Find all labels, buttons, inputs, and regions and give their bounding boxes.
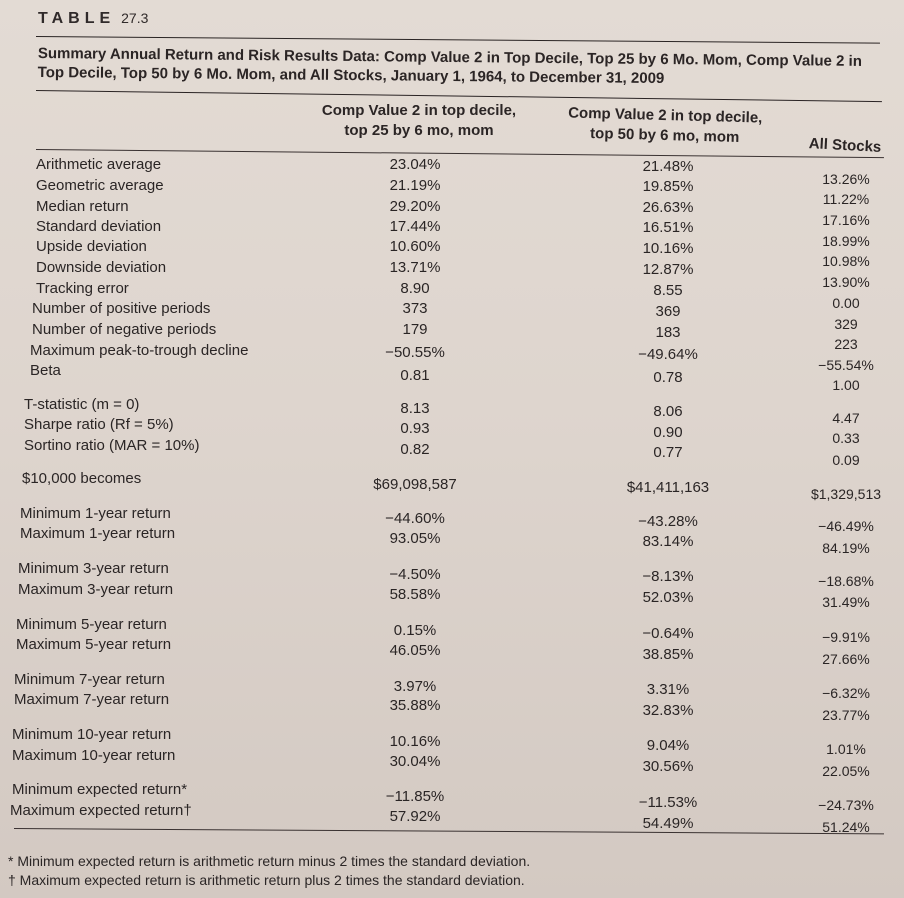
row-value-col-1: 0.81 <box>400 367 430 384</box>
row-value-col-2: 32.83% <box>642 702 694 719</box>
row-value-col-2: 369 <box>655 303 681 320</box>
row-value-col-1: 30.04% <box>389 753 441 770</box>
row-label: Upside deviation <box>36 238 147 255</box>
row-label: Standard deviation <box>36 218 162 235</box>
row-label: Maximum 1-year return <box>20 525 176 542</box>
row-label: $10,000 becomes <box>22 470 142 487</box>
row-value-col-1: 10.16% <box>389 733 441 750</box>
table-title <box>38 44 888 90</box>
row-value-col-2: 9.04% <box>646 737 690 754</box>
row-value-col-2: $41,411,163 <box>626 479 710 496</box>
row-value-col-2: 83.14% <box>642 533 694 550</box>
row-value-col-2: 0.90 <box>653 424 683 441</box>
column-header-top25-line-1: Comp Value 2 in top decile, <box>321 102 517 119</box>
bottom-rule <box>14 828 884 834</box>
row-label: Tracking error <box>36 280 129 297</box>
row-value-col-2: 0.78 <box>653 369 683 386</box>
row-value-col-2: 38.85% <box>642 646 694 663</box>
row-value-col-3: 11.22% <box>822 191 870 207</box>
column-header-all-stocks-line-1: All Stocks <box>808 135 882 156</box>
row-value-col-1: 21.19% <box>389 177 441 194</box>
row-value-col-3: 329 <box>834 316 858 332</box>
row-value-col-2: 183 <box>655 324 681 341</box>
row-value-col-2: 52.03% <box>642 589 694 606</box>
row-value-col-2: 8.55 <box>653 282 683 299</box>
row-label: Maximum 7-year return <box>14 691 170 708</box>
column-header-top25-line-2: top 25 by 6 mo, mom <box>344 122 494 139</box>
row-label: Minimum 10-year return <box>12 726 172 743</box>
row-value-col-2: 10.16% <box>642 240 694 257</box>
row-label: Minimum 5-year return <box>16 616 167 633</box>
row-value-col-3: 22.05% <box>822 763 870 779</box>
row-value-col-2: −49.64% <box>638 346 698 363</box>
row-value-col-1: −50.55% <box>385 344 445 361</box>
row-label: Number of negative periods <box>32 321 217 338</box>
row-value-col-2: −8.13% <box>642 568 694 585</box>
row-value-col-1: 0.15% <box>393 622 437 639</box>
row-value-col-2: 12.87% <box>642 261 694 278</box>
row-value-col-1: −4.50% <box>389 566 441 583</box>
table-number: 27.3 <box>121 10 149 26</box>
row-value-col-3: −46.49% <box>818 518 874 534</box>
row-value-col-2: −0.64% <box>642 625 694 642</box>
table-title-line-1: Summary Annual Return and Risk Results Data: Comp Value 2 in Top Decile, Top 25 by 6 Mo. Mom, Comp Value 2 in <box>37 44 863 70</box>
table-label-word: TABLE <box>38 10 116 27</box>
row-label: Minimum expected return* <box>12 781 188 798</box>
row-value-col-3: 0.09 <box>832 452 860 468</box>
row-value-col-3: 31.49% <box>822 594 870 610</box>
row-value-col-2: 21.48% <box>642 158 694 175</box>
row-value-col-1: $69,098,587 <box>373 476 457 493</box>
row-value-col-3: 13.90% <box>822 274 870 290</box>
row-value-col-3: 84.19% <box>822 540 870 556</box>
row-value-col-3: −18.68% <box>818 573 874 589</box>
row-value-col-2: 19.85% <box>642 178 694 195</box>
row-value-col-3: −9.91% <box>822 629 870 645</box>
row-value-col-1: 29.20% <box>389 198 441 215</box>
row-value-col-1: 35.88% <box>389 697 441 714</box>
row-value-col-3: −6.32% <box>822 685 870 701</box>
row-value-col-3: 10.98% <box>822 253 870 269</box>
row-value-col-2: 16.51% <box>642 219 694 236</box>
row-value-col-3: 17.16% <box>822 212 870 228</box>
header-rule <box>36 149 884 158</box>
row-label: Number of positive periods <box>32 300 211 317</box>
row-value-col-2: −11.53% <box>638 794 698 811</box>
row-value-col-1: −11.85% <box>385 788 445 805</box>
row-value-col-3: 1.00 <box>832 377 860 393</box>
table-title-line-2: Top Decile, Top 50 by 6 Mo. Mom, and All Stocks, January 1, 1964, to December 31, 2009 <box>37 63 665 88</box>
row-value-col-3: 13.26% <box>822 171 870 187</box>
column-header-top50-line-1: Comp Value 2 in top decile, <box>567 104 763 127</box>
row-value-col-1: 57.92% <box>389 808 441 825</box>
row-value-col-3: 0.33 <box>832 430 860 446</box>
column-header-top50-line-2: top 50 by 6 mo, mom <box>589 125 740 146</box>
row-value-col-3: 223 <box>834 336 858 352</box>
row-label: Maximum 5-year return <box>16 636 172 653</box>
row-value-col-1: 13.71% <box>389 259 441 276</box>
row-value-col-1: 10.60% <box>389 238 441 255</box>
row-label: Geometric average <box>36 177 164 194</box>
row-value-col-1: 17.44% <box>389 218 441 235</box>
row-value-col-3: 23.77% <box>822 707 870 723</box>
row-value-col-2: 0.77 <box>653 444 683 461</box>
row-value-col-2: 8.06 <box>653 403 683 420</box>
row-label: Downside deviation <box>36 259 167 276</box>
row-label: Maximum 3-year return <box>18 581 174 598</box>
row-value-col-1: 8.90 <box>400 280 430 297</box>
row-value-col-1: 23.04% <box>389 156 441 173</box>
row-value-col-3: 51.24% <box>822 819 870 835</box>
column-header-all-stocks <box>800 134 891 159</box>
row-label: T-statistic (m = 0) <box>24 396 140 413</box>
row-label: Minimum 3-year return <box>18 560 169 577</box>
row-value-col-3: 0.00 <box>832 295 860 311</box>
row-value-col-1: 3.97% <box>393 678 437 695</box>
row-value-col-1: 93.05% <box>389 530 441 547</box>
row-value-col-3: 18.99% <box>822 233 870 249</box>
row-value-col-3: −24.73% <box>818 797 874 813</box>
column-header-top25 <box>314 101 524 141</box>
row-label: Beta <box>30 362 61 379</box>
row-value-col-3: 4.47 <box>832 410 860 426</box>
footnote-minimum: * Minimum expected return is arithmetic return minus 2 times the standard deviation. <box>8 853 531 869</box>
row-label: Median return <box>36 198 129 215</box>
row-label: Minimum 1-year return <box>20 505 171 522</box>
row-value-col-1: 373 <box>402 300 428 317</box>
row-label: Maximum 10-year return <box>12 747 176 764</box>
row-value-col-2: 26.63% <box>642 199 694 216</box>
table-label <box>38 10 148 28</box>
row-label: Maximum expected return† <box>10 802 192 819</box>
row-value-col-1: 8.13 <box>400 400 430 417</box>
column-header-top50 <box>560 103 771 148</box>
row-value-col-3: 27.66% <box>822 651 870 667</box>
row-value-col-1: 179 <box>402 321 428 338</box>
row-value-col-3: −55.54% <box>818 357 874 373</box>
row-value-col-1: −44.60% <box>385 510 445 527</box>
row-label: Maximum peak-to-trough decline <box>30 342 249 359</box>
row-label: Minimum 7-year return <box>14 671 165 688</box>
row-value-col-3: 1.01% <box>826 741 866 757</box>
row-label: Sharpe ratio (Rf = 5%) <box>24 416 174 433</box>
top-rule <box>36 36 880 44</box>
row-value-col-2: 30.56% <box>642 758 694 775</box>
row-value-col-2: 3.31% <box>646 681 690 698</box>
row-value-col-1: 0.93 <box>400 420 430 437</box>
row-value-col-3: $1,329,513 <box>810 486 882 502</box>
row-value-col-2: −43.28% <box>638 513 698 530</box>
row-value-col-2: 54.49% <box>642 815 694 832</box>
footnote-maximum: † Maximum expected return is arithmetic return plus 2 times the standard deviation. <box>8 872 525 888</box>
row-value-col-1: 58.58% <box>389 586 441 603</box>
row-label: Arithmetic average <box>36 156 162 173</box>
row-value-col-1: 46.05% <box>389 642 441 659</box>
row-value-col-1: 0.82 <box>400 441 430 458</box>
row-label: Sortino ratio (MAR = 10%) <box>24 437 200 454</box>
